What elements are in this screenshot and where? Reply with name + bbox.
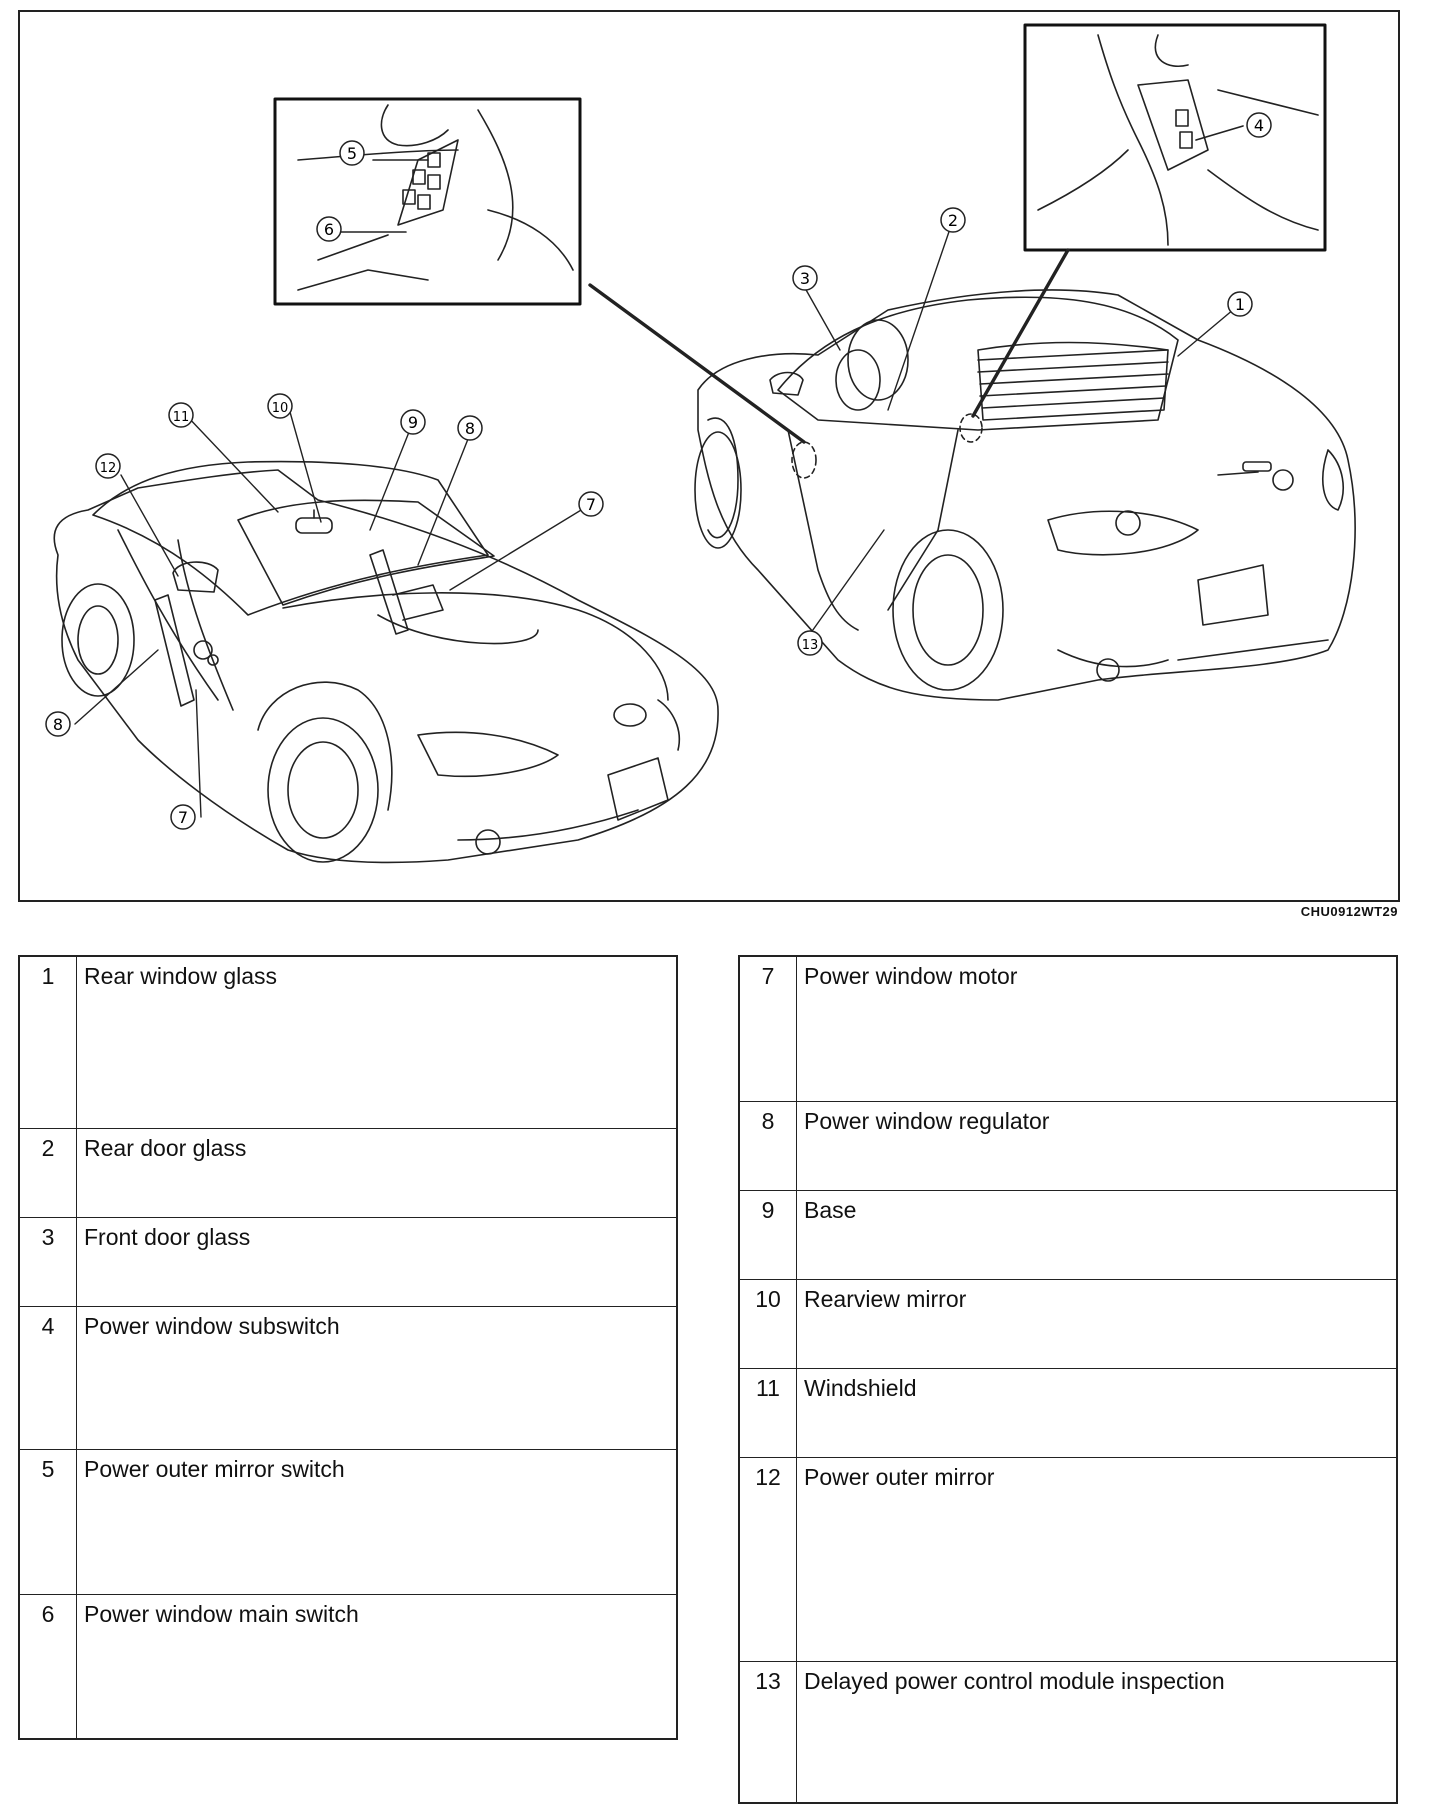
figure-code: CHU0912WT29 — [1300, 904, 1398, 919]
legend-row — [19, 1217, 677, 1306]
svg-text:13: 13 — [801, 638, 819, 653]
svg-text:6: 6 — [323, 220, 335, 239]
legend-label: Power window main switch — [77, 1594, 678, 1739]
svg-text:8: 8 — [52, 715, 64, 734]
callout-9 — [401, 410, 425, 434]
legend-num: 1 — [19, 956, 77, 1128]
component-location-diagram — [18, 10, 1400, 902]
callout-5 — [340, 141, 364, 165]
legend-label: Power outer mirror — [797, 1457, 1398, 1661]
legend-num: 13 — [739, 1661, 797, 1803]
legend-row — [19, 1449, 677, 1594]
svg-text:5: 5 — [346, 144, 358, 163]
callout-11 — [169, 403, 193, 427]
svg-text:2: 2 — [947, 211, 959, 230]
legend-num: 4 — [19, 1306, 77, 1449]
legend-row — [19, 1128, 677, 1217]
inset-main-switch — [275, 99, 580, 304]
legend-num: 5 — [19, 1449, 77, 1594]
legend-row — [19, 1594, 677, 1739]
svg-text:9: 9 — [407, 413, 419, 432]
legend-num: 9 — [739, 1190, 797, 1279]
legend-row — [19, 1306, 677, 1449]
svg-text:7: 7 — [177, 808, 189, 827]
legend-table-left — [18, 955, 678, 1740]
legend-row — [739, 1279, 1397, 1368]
legend-label: Rearview mirror — [797, 1279, 1398, 1368]
callout-13 — [798, 631, 822, 655]
svg-text:12: 12 — [99, 461, 117, 476]
legend-num: 8 — [739, 1101, 797, 1190]
svg-text:1: 1 — [1234, 295, 1246, 314]
callout-2 — [941, 208, 965, 232]
legend-row — [739, 1190, 1397, 1279]
legend-label: Front door glass — [77, 1217, 678, 1306]
legend-label: Windshield — [797, 1368, 1398, 1457]
svg-text:3: 3 — [799, 269, 811, 288]
callout-7-right — [579, 492, 603, 516]
callout-6 — [317, 217, 341, 241]
inset-subswitch — [1025, 25, 1325, 250]
callout-7-left — [171, 805, 195, 829]
svg-text:4: 4 — [1253, 116, 1265, 135]
legend-table-right — [738, 955, 1398, 1804]
svg-text:10: 10 — [271, 401, 289, 416]
legend-label: Delayed power control module inspection — [797, 1661, 1398, 1803]
svg-text:8: 8 — [464, 419, 476, 438]
callout-8-right — [458, 416, 482, 440]
legend-num: 10 — [739, 1279, 797, 1368]
legend-row — [739, 1101, 1397, 1190]
legend-label: Power window regulator — [797, 1101, 1398, 1190]
callout-12 — [96, 454, 120, 478]
legend-num: 7 — [739, 956, 797, 1101]
svg-text:7: 7 — [585, 495, 597, 514]
legend-row — [19, 956, 677, 1128]
legend-label: Power outer mirror switch — [77, 1449, 678, 1594]
legend-num: 11 — [739, 1368, 797, 1457]
legend-row — [739, 956, 1397, 1101]
legend-label: Base — [797, 1190, 1398, 1279]
legend-row — [739, 1368, 1397, 1457]
legend-num: 6 — [19, 1594, 77, 1739]
legend-row — [739, 1661, 1397, 1803]
callout-3 — [793, 266, 817, 290]
legend-label: Rear window glass — [84, 963, 278, 989]
svg-text:11: 11 — [172, 410, 190, 425]
callout-4 — [1247, 113, 1271, 137]
callout-1 — [1228, 292, 1252, 316]
legend-label: Power window subswitch — [77, 1306, 678, 1449]
callout-10 — [268, 394, 292, 418]
legend-num: 3 — [19, 1217, 77, 1306]
legend-label: Rear door glass — [77, 1128, 678, 1217]
legend-num: 12 — [739, 1457, 797, 1661]
legend-num: 2 — [19, 1128, 77, 1217]
legend-row — [739, 1457, 1397, 1661]
callout-8-left — [46, 712, 70, 736]
legend-label: Power window motor — [804, 963, 1018, 989]
